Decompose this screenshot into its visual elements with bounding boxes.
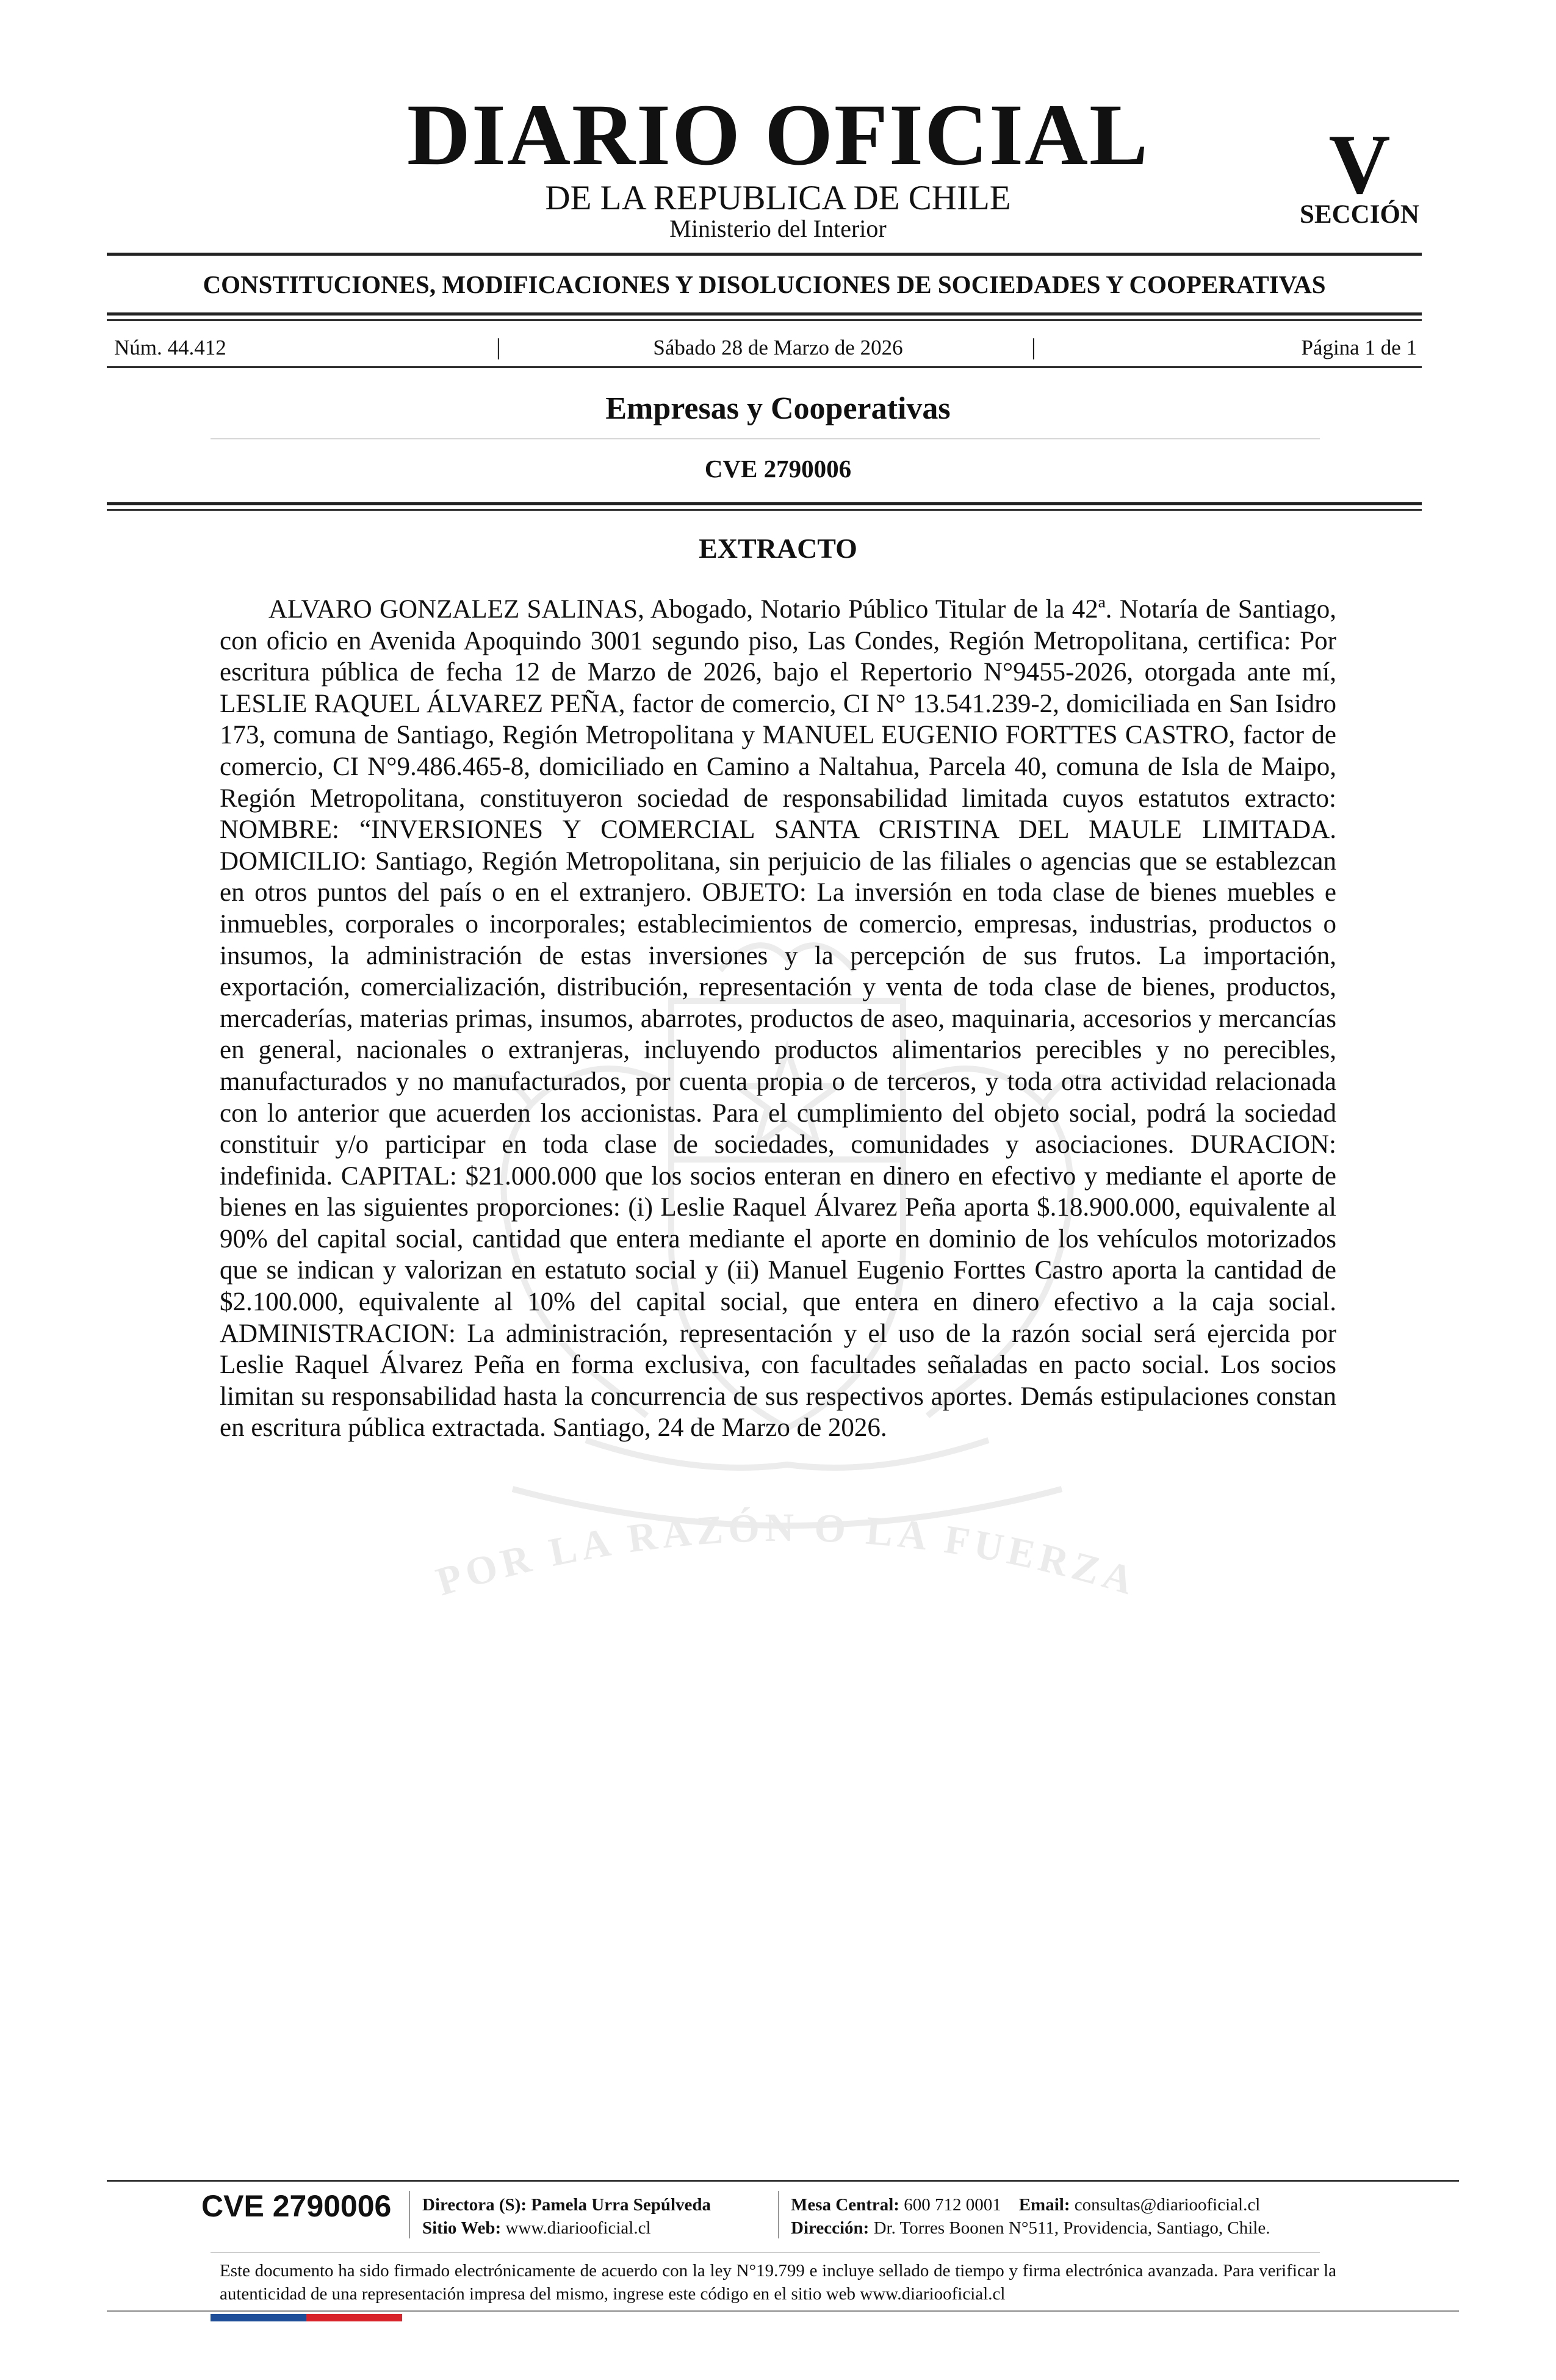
motto-text: POR LA RAZÓN O LA FUERZA — [431, 1505, 1144, 1605]
email-label: Email: — [1018, 2195, 1070, 2215]
section-banner: CONSTITUCIONES, MODIFICACIONES Y DISOLUCIONES DE SOCIEDADES Y COOPERATIVAS — [203, 270, 1326, 298]
footer-cve: CVE 2790006 — [201, 2189, 392, 2223]
flag-stripe-red — [306, 2314, 402, 2321]
extract-paragraph: ALVARO GONZALEZ SALINAS, Abogado, Notario Público Titular de la 42ª. Notaría de Santiago, con oficio en Avenida Apoquindo 3001 segundo piso, Las Condes, Región Metropolitana, certifica: Por escritura pública de fecha 12 de Marzo de 2026, bajo el Repertorio N°9455-2026, otorgada ante mí, LESLIE RAQUEL ÁLVAREZ PEÑA, factor de comercio, CI N° 13.541.239-2, domiciliada en San Isidro 173, comuna de Santiago, Región Metropolitana y MANUEL EUGENIO FORTTES CASTRO, factor de comercio, CI N°9.486.465-8, domiciliado en Camino a Naltahua, Parcela 40, comuna de Isla de Maipo, Región Metropolitana, constituyeron sociedad de responsabilidad limitada cuyos estatutos extracto: NOMBRE: “INVERSIONES Y COMERCIAL SANTA CRISTINA DEL MAULE LIMITADA. DOMICILIO: Santiago, Región Metropolitana, sin perjuicio de las filiales o agencias que se establezcan en otros puntos del país o en el extranjero. OBJETO: La inversión en toda clase de bienes muebles e inmuebles, corporales o incorporales; establecimientos de comercio, empresas, industrias, productos o insumos, la administración de estas inversiones y la percepción de sus frutos. La importación, exportación, comercialización, distribución, representación y venta de toda clase de bienes, productos, mercaderías, materias primas, insumos, abarrotes, productos de aseo, maquinaria, accesorios y mercancías en general, nacionales o extranjeras, incluyendo productos alimentarios perecibles y no perecibles, manufacturados y no manufacturados, por cuenta propia o de terceros, y toda otra actividad relacionada con lo anterior que acuerden los accionistas. Para el cumplimiento del objeto social, podrá la sociedad constituir y/o participar en toda clase de sociedades, comunidades y asociaciones. DURACION: indefinida. CAPITAL: $21.000.000 que los socios enteran en dinero en efectivo y mediante el aporte de bienes en las siguientes proporciones: (i) Leslie Raquel Álvarez Peña aporta $.18.900.000, equivalente al 90% del capital social, cantidad que entera mediante el aporte en dominio de los vehículos motorizados que se indican y valorizan en estatuto social y (ii) Manuel Eugenio Forttes Castro aporta la cantidad de $2.100.000, equivalente al 10% del capital social, que entera en dinero efectivo a la caja social. ADMINISTRACION: La administración, representación y el uso de la razón social será ejercida por Leslie Raquel Álvarez Peña en forma exclusiva, con facultades señaladas en pacto social. Los socios limitan su responsabilidad hasta la concurrencia de sus respectivos aportes. Demás estipulaciones constan en escritura pública extractada. Santiago, 24 de Marzo de 2026. — [220, 595, 1336, 1443]
meta-separator: | — [1031, 334, 1036, 360]
page-indicator: Página 1 de 1 — [1301, 336, 1417, 359]
mesa-label: Mesa Central: — [791, 2195, 899, 2215]
cve-code: CVE 2790006 — [704, 455, 852, 483]
meta-rule — [107, 366, 1422, 368]
address-label: Dirección: — [791, 2218, 870, 2238]
footer-mid-rule — [211, 2252, 1320, 2253]
director-label: Directora (S): Pamela Urra Sepúlveda — [422, 2195, 711, 2215]
issue-date: Sábado 28 de Marzo de 2026 — [653, 336, 903, 359]
website-link[interactable]: www.diariooficial.cl — [505, 2218, 651, 2238]
masthead-rule — [107, 253, 1422, 256]
issue-number: Núm. 44.412 — [114, 336, 226, 359]
footer-contact-block — [791, 2193, 1270, 2240]
cve-rule-top — [107, 502, 1422, 505]
footer-divider — [409, 2191, 410, 2238]
extract-body — [220, 594, 1336, 1444]
masthead-title: DIARIO OFICIAL — [406, 87, 1150, 184]
address-value: Dr. Torres Boonen N°511, Providencia, Santiago, Chile. — [873, 2218, 1270, 2238]
masthead-ministry: Ministerio del Interior — [669, 215, 887, 242]
footer-legal-notice: Este documento ha sido firmado electrónicamente de acuerdo con la ley N°19.799 e incluye sellado de tiempo y firma electrónica avanzada. Para verificar la autenticidad de una representación impresa del mismo, ingrese este código en el sitio web www.diariooficial.cl — [220, 2261, 1336, 2304]
banner-rule-bottom — [107, 319, 1422, 321]
footer-rule — [107, 2180, 1459, 2182]
mesa-phone: 600 712 0001 — [904, 2195, 1001, 2215]
website-label: Sitio Web: — [422, 2218, 502, 2238]
masthead-subtitle: DE LA REPUBLICA DE CHILE — [545, 179, 1011, 217]
cve-rule-bottom — [107, 509, 1422, 511]
banner-rule-top — [107, 312, 1422, 316]
email-link[interactable]: consultas@diariooficial.cl — [1074, 2195, 1261, 2215]
flag-stripe-blue — [211, 2314, 306, 2321]
footer-divider — [778, 2191, 779, 2238]
extract-title: EXTRACTO — [699, 533, 857, 564]
meta-separator: | — [496, 334, 501, 360]
category-rule — [211, 438, 1320, 439]
section-word: SECCIÓN — [1300, 200, 1419, 229]
category-title: Empresas y Cooperativas — [605, 391, 951, 426]
section-letter: V — [1328, 117, 1391, 212]
svg-text:POR LA RAZÓN O LA FUERZA — [431, 1506, 1143, 1604]
footer-bottom-rule — [107, 2310, 1459, 2312]
footer-director-block — [422, 2193, 711, 2240]
